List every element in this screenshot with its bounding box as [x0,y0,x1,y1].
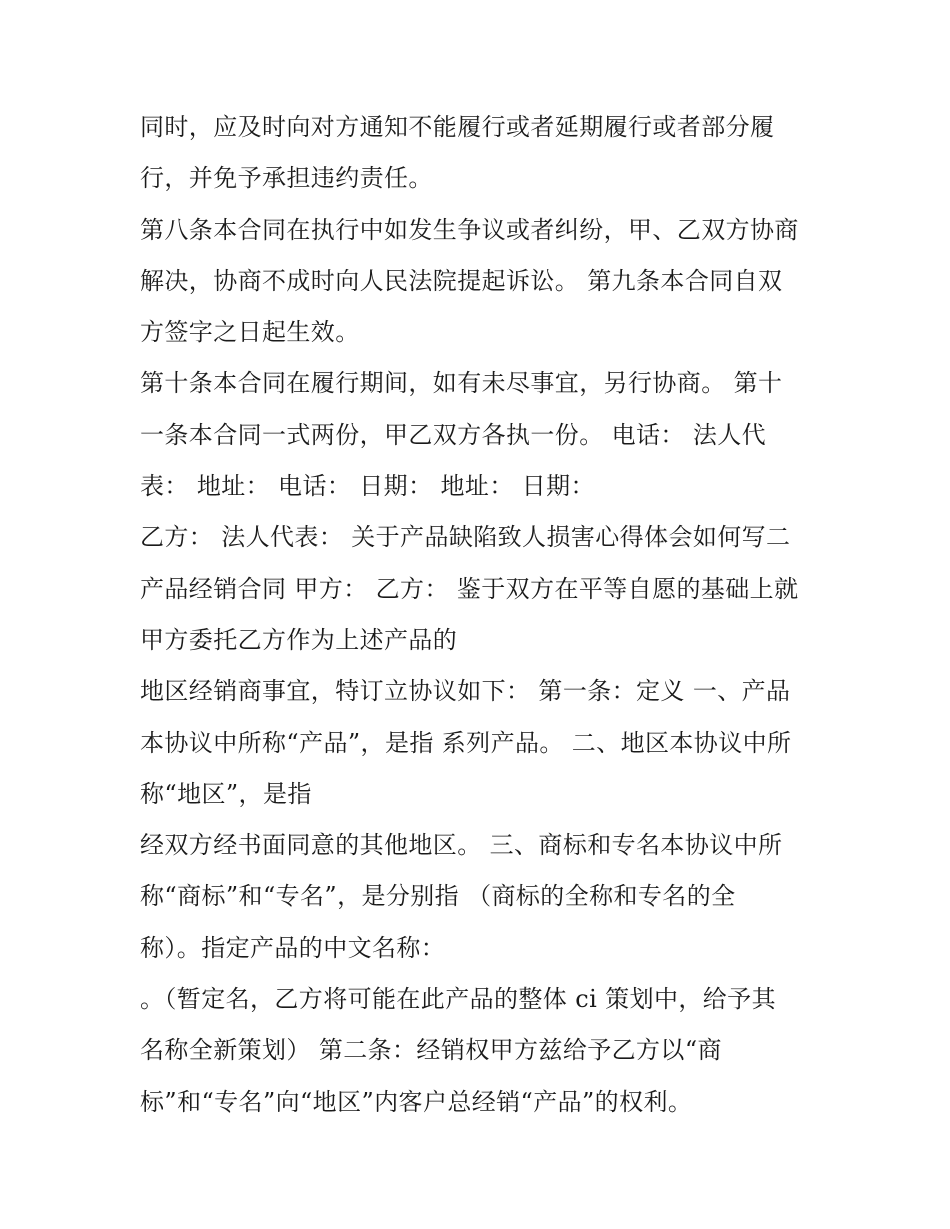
text-line: 解决，协商不成时向人民法院提起诉讼。 第九条本合同自双 [140,266,783,295]
text-line: 甲方委托乙方作为上述产品的 [140,625,458,654]
text-line: 行，并免予承担违约责任。 [140,164,433,193]
text-line: 产品经销合同 甲方： 乙方： 鉴于双方在平等自愿的基础上就 [140,574,799,603]
text-line: 称“商标”和“专名”，是分别指 （商标的全称和专名的全 [140,882,736,911]
text-line: 称）。指定产品的中文名称： [140,933,446,962]
text-line: 方签字之日起生效。 [140,318,360,347]
text-line: 经双方经书面同意的其他地区。 三、商标和专名本协议中所 [140,831,783,860]
text-line: 称“地区”，是指 [140,779,312,808]
text-line: 。（暂定名，乙方将可能在此产品的整体 ci 策划中，给予其 [140,985,776,1014]
text-line: 第十条本合同在履行期间，如有未尽事宜，另行协商。 第十 [140,369,783,398]
document-body [140,102,820,1128]
text-line: 同时，应及时向对方通知不能履行或者延期履行或者部分履 [140,113,775,141]
text-line: 名称全新策划） 第二条：经销权甲方兹给予乙方以“商 [140,1036,722,1065]
text-line: 表： 地址： 电话： 日期： 地址： 日期： [140,472,595,501]
text-line: 本协议中所称“产品”，是指 系列产品。 二、地区本协议中所 [140,728,792,757]
text-line: 一条本合同一式两份，甲乙双方各执一份。 电话： 法人代 [140,420,767,449]
text-line: 地区经销商事宜，特订立协议如下： 第一条：定义 一、产品 [140,677,791,706]
text-line: 第八条本合同在执行中如发生争议或者纠纷，甲、乙双方协商 [140,215,799,244]
text-line: 标”和“专名”向“地区”内客户总经销“产品”的权利。 [140,1087,693,1116]
text-line: 乙方： 法人代表： 关于产品缺陷致人损害心得体会如何写二 [140,523,791,552]
